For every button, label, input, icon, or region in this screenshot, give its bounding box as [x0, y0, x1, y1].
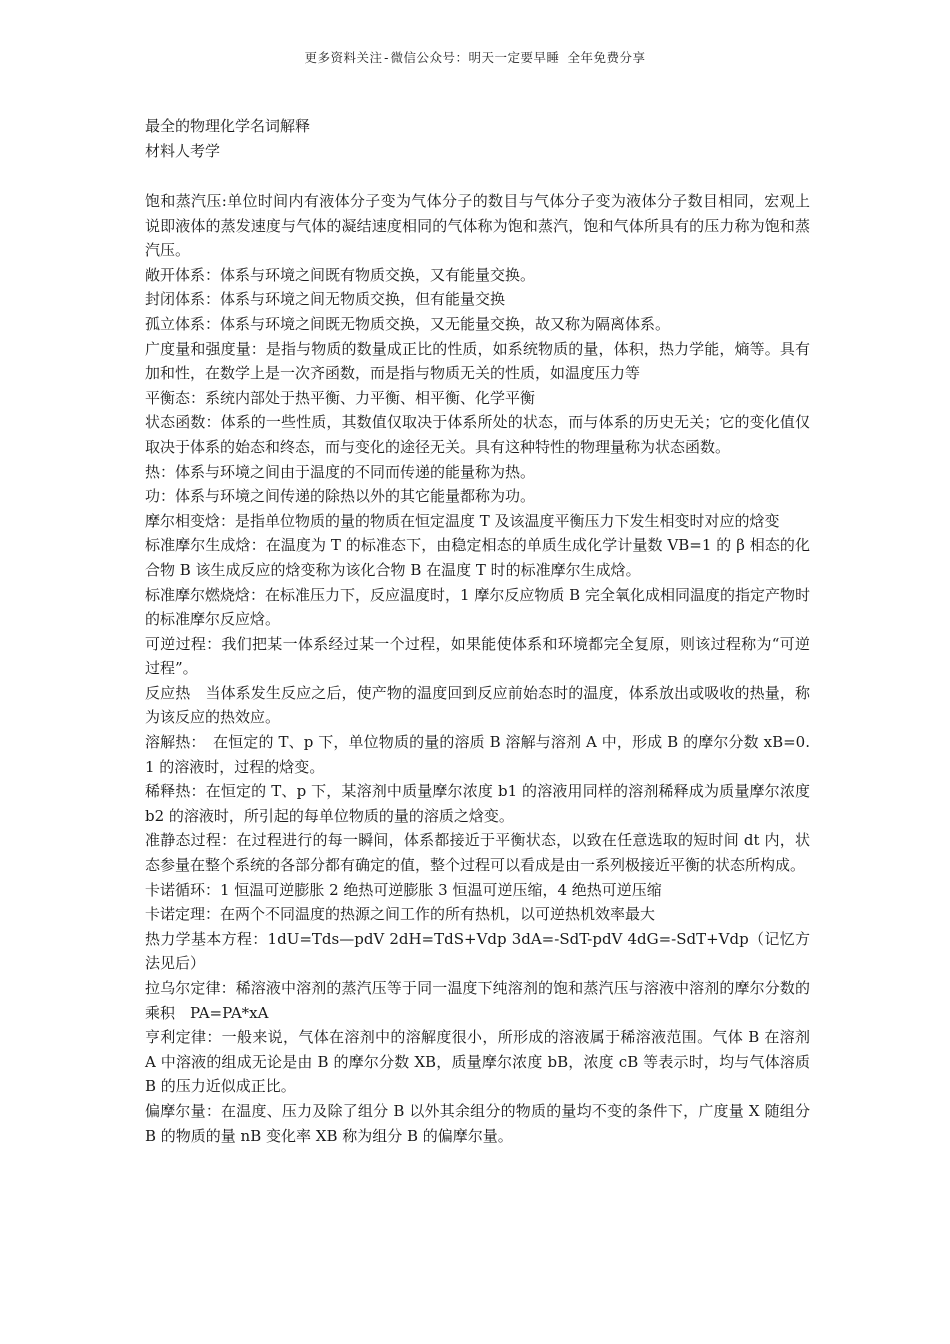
entry-open-system: 敞开体系：体系与环境之间既有物质交换，又有能量交换。 — [145, 265, 536, 284]
entry-standard-formation-enthalpy: 标准摩尔生成焓：在温度为 T 的标准态下，由稳定相态的单质生成化学计量数 VB=1 的 β 相态的化合物 B 该生成反应的焓变称为该化合物 B 在温度 T 时的标准摩尔生成焓。 — [145, 536, 810, 579]
entry-standard-combustion-enthalpy: 标准摩尔燃烧焓：在标准压力下，反应温度时，1 摩尔反应物质 B 完全氧化成相同温度的指定产物时的标准摩尔反应焓。 — [145, 585, 810, 629]
entry-state-function: 状态函数：体系的一些性质，其数值仅取决于体系所处的状态，而与体系的历史无关；它的变化值仅取决于体系的始态和终态，而与变化的途径无关。具有这种特性的物理量称为状态函数。 — [145, 413, 810, 456]
title-block — [145, 114, 810, 164]
entry-partial-molar-quantity: 偏摩尔量：在温度、压力及除了组分 B 以外其余组分的物质的量均不变的条件下，广度量 X 随组分 B 的物质的量 nB 变化率 XB 称为组分 B 的偏摩尔量。 — [145, 1101, 810, 1145]
entry-equilibrium-state: 平衡态：系统内部处于热平衡、力平衡、相平衡、化学平衡 — [145, 388, 536, 407]
entry-closed-system: 封闭体系：体系与环境之间无物质交换，但有能量交换 — [145, 290, 506, 309]
entry-work: 功：体系与环境之间传递的除热以外的其它能量都称为功。 — [145, 487, 536, 506]
document-author: 材料人考学 — [145, 142, 221, 160]
entry-dilution-heat: 稀释热：在恒定的 T、p 下，某溶剂中质量摩尔浓度 b1 的溶液用同样的溶剂稀释成为质量摩尔浓度 b2 的溶液时，所引起的每单位物质的量的溶质之焓变。 — [145, 782, 810, 825]
entry-dissolution-heat: 溶解热： 在恒定的 T、p 下，单位物质的量的溶质 B 溶解与溶剂 A 中，形成 B 的摩尔分数 xB=0.1 的溶液时，过程的焓变。 — [145, 733, 810, 776]
document-title: 最全的物理化学名词解释 — [145, 117, 311, 135]
entry-quasi-static-process: 准静态过程：在过程进行的每一瞬间，体系都接近于平衡状态，以致在任意选取的短时间 dt 内，状态参量在整个系统的各部分都有确定的值，整个过程可以看成是由一系列极接近平衡的状态所构成。 — [145, 831, 810, 875]
entry-heat: 热：体系与环境之间由于温度的不同而传递的能量称为热。 — [145, 462, 536, 481]
spacer — [145, 164, 810, 189]
page-header-banner: 更多资料关注-微信公众号：明天一定要早睡 全年免费分享 — [304, 50, 646, 65]
entry-isolated-system: 孤立体系：体系与环境之间既无物质交换，又无能量交换，故又称为隔离体系。 — [145, 314, 671, 333]
entry-saturated-vapor-pressure: 饱和蒸汽压:单位时间内有液体分子变为气体分子的数目与气体分子变为液体分子数目相同，宏观上说即液体的蒸发速度与气体的凝结速度相同的气体称为饱和蒸汽，饱和气体所具有的压力称为饱和蒸汽压。 — [145, 192, 810, 260]
entry-fundamental-equations: 热力学基本方程：1dU=Tds—pdV 2dH=TdS+Vdp 3dA=-SdT-pdV 4dG=-SdT+Vdp（记忆方法见后） — [145, 929, 810, 973]
entry-raoult-law: 拉乌尔定律：稀溶液中溶剂的蒸汽压等于同一温度下纯溶剂的饱和蒸汽压与溶液中溶剂的摩尔分数的乘积 PA=PA*xA — [145, 979, 810, 1022]
entry-carnot-theorem: 卡诺定理：在两个不同温度的热源之间工作的所有热机，以可逆热机效率最大 — [145, 905, 656, 924]
entry-carnot-cycle: 卡诺循环：1 恒温可逆膨胀 2 绝热可逆膨胀 3 恒温可逆压缩，4 绝热可逆压缩 — [145, 880, 662, 899]
entry-henry-law: 亨利定律：一般来说，气体在溶剂中的溶解度很小，所形成的溶液属于稀溶液范围。气体 B 在溶剂 A 中溶液的组成无论是由 B 的摩尔分数 XB，质量摩尔浓度 bB，浓度 cB 等表示时，均与气体溶质 B 的压力近似成正比。 — [145, 1028, 810, 1096]
entry-reaction-heat: 反应热 当体系发生反应之后，使产物的温度回到反应前始态时的温度，体系放出或吸收的热量，称为该反应的热效应。 — [145, 683, 810, 727]
entry-extensive-intensive: 广度量和强度量：是指与物质的数量成正比的性质，如系统物质的量，体积，热力学能，熵等。具有加和性，在数学上是一次齐函数，而是指与物质无关的性质，如温度压力等 — [145, 339, 810, 383]
document-body — [145, 114, 810, 1148]
entry-molar-phase-change-enthalpy: 摩尔相变焓：是指单位物质的量的物质在恒定温度 T 及该温度平衡压力下发生相变时对应的焓变 — [145, 511, 780, 530]
entry-reversible-process: 可逆过程：我们把某一体系经过某一个过程，如果能使体系和环境都完全复原，则该过程称为“可逆过程”。 — [145, 634, 810, 678]
